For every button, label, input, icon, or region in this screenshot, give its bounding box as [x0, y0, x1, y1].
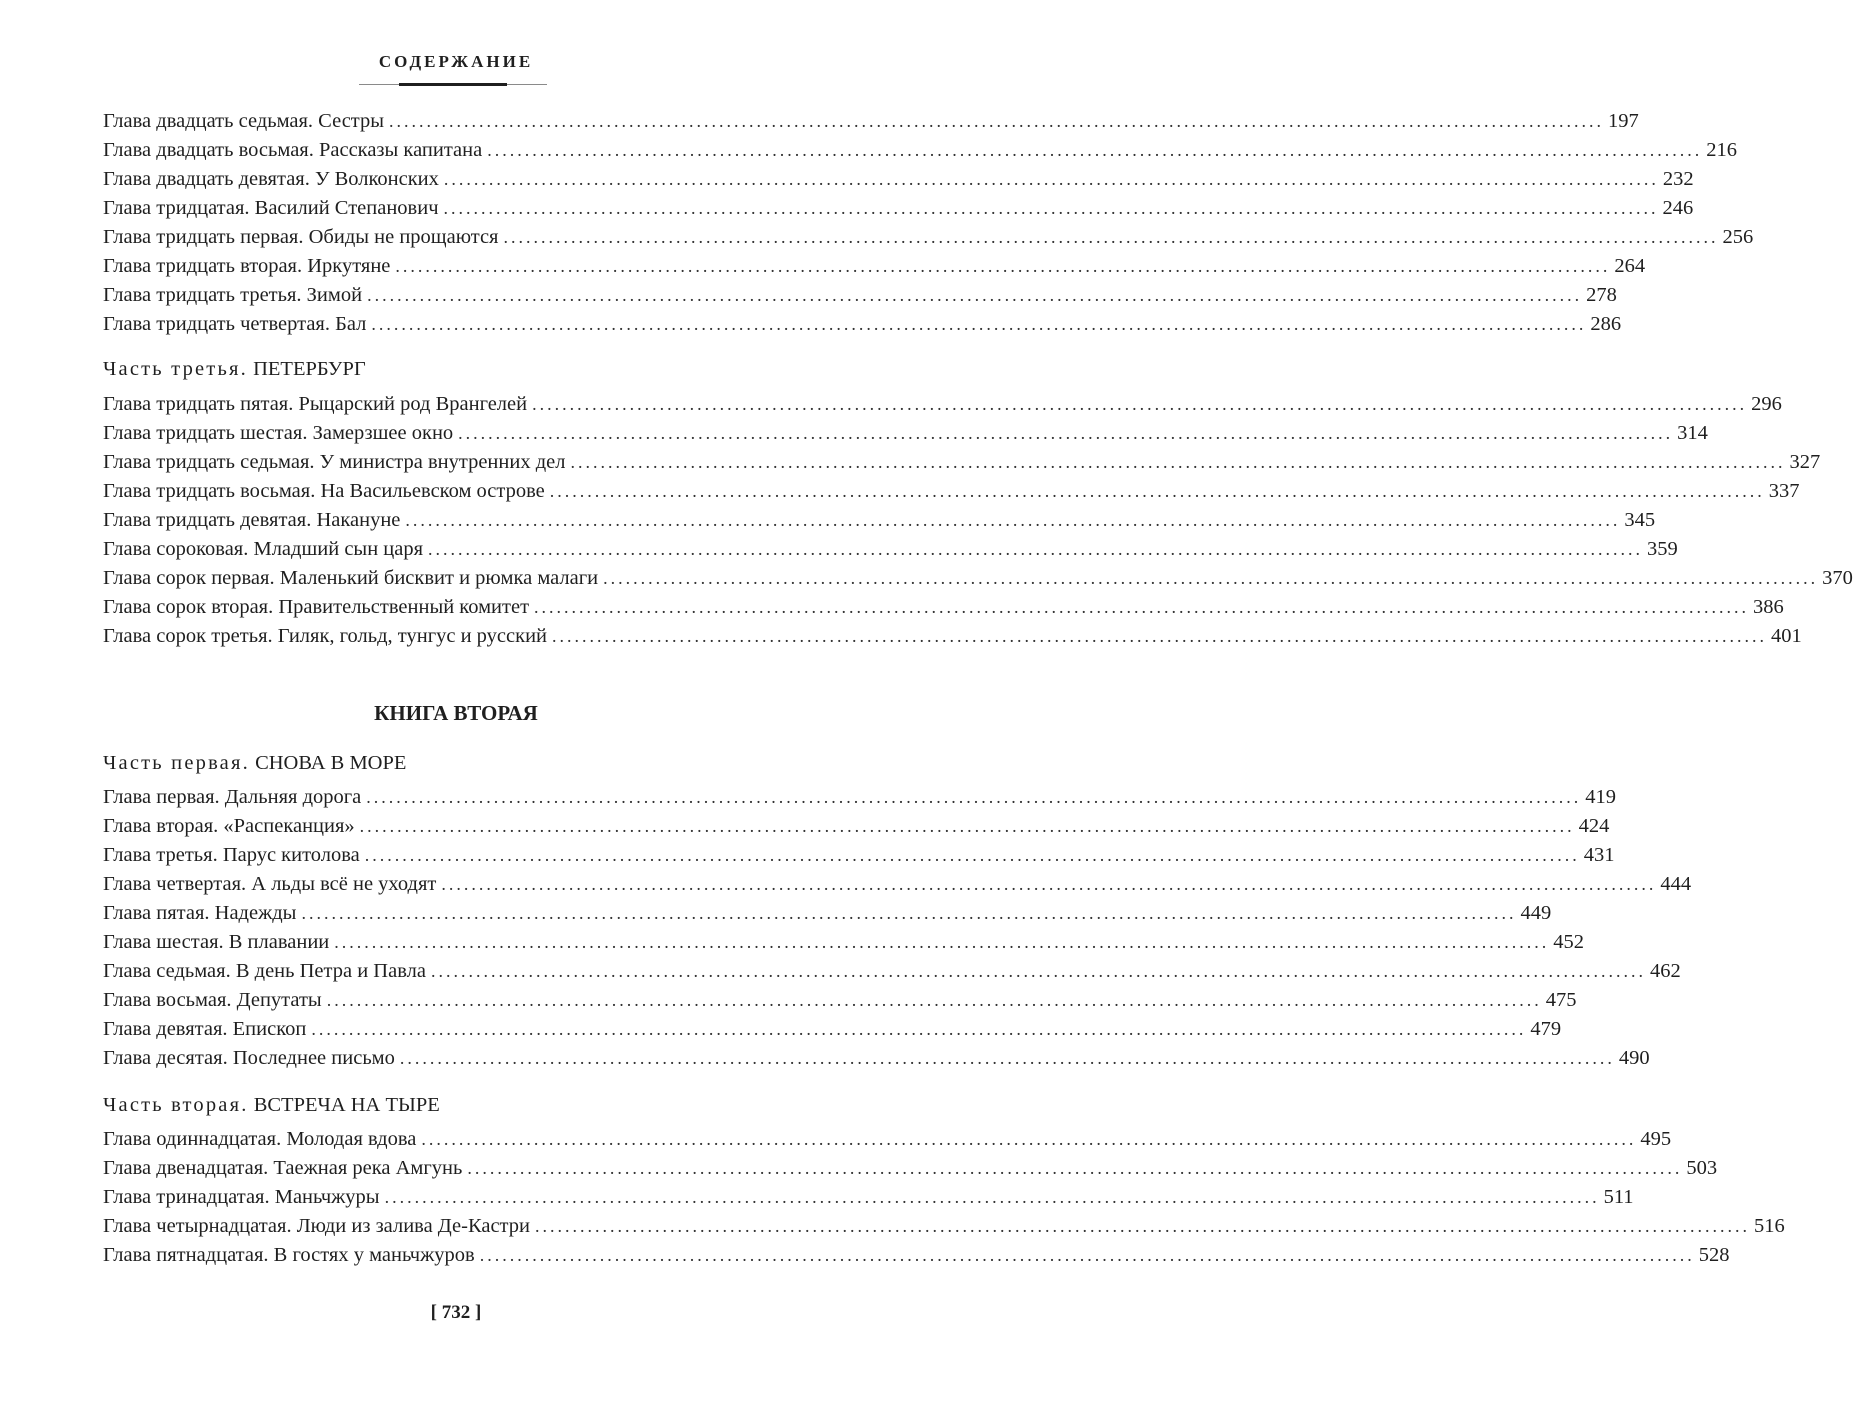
toc-entry: [103, 1018, 1562, 1047]
page-number: [ 732 ]: [430, 1302, 482, 1323]
toc-entry-title: Глава сорок вторая. Правительственный комитет: [103, 596, 530, 618]
toc-entry: [103, 815, 1610, 844]
toc-entry-title: Глава первая. Дальняя дорога: [103, 786, 362, 808]
toc-section-part-3: [103, 393, 1853, 654]
toc-entry: [103, 226, 1754, 255]
toc-entry-page: 337: [1768, 480, 1800, 502]
toc-entry-title: Глава четвертая. А льды всё не уходят: [103, 873, 437, 895]
toc-section-book-2-part-2: [103, 1128, 1785, 1273]
toc-entry-title: Глава тридцать шестая. Замерзшее окно: [103, 422, 454, 444]
toc-entry: [103, 451, 1821, 480]
toc-entry-page: 327: [1789, 451, 1821, 473]
toc-entry-title: Глава двадцать девятая. У Волконских: [103, 168, 439, 190]
toc-leader-dots: ..................................................................................................................................................................: [487, 140, 1703, 160]
toc-leader-dots: ..................................................................................................................................................................: [443, 169, 1659, 189]
toc-entry: [103, 393, 1782, 422]
toc-entry-title: Глава девятая. Епископ: [103, 1018, 307, 1040]
toc-entry-title: Глава тридцать четвертая. Бал: [103, 313, 367, 335]
toc-entry: [103, 313, 1622, 342]
toc-entry-title: Глава тридцать восьмая. На Васильевском острове: [103, 480, 545, 502]
toc-entry-title: Глава тридцать вторая. Иркутяне: [103, 255, 391, 277]
toc-entry: [103, 873, 1692, 902]
toc-entry-title: Глава двадцать восьмая. Рассказы капитана: [103, 139, 483, 161]
toc-entry: [103, 931, 1585, 960]
toc-entry-page: 452: [1553, 931, 1585, 953]
book-heading: КНИГА ВТОРАЯ: [374, 701, 538, 725]
toc-leader-dots: ..................................................................................................................................................................: [311, 1019, 1527, 1039]
toc-entry-title: Глава седьмая. В день Петра и Павла: [103, 960, 426, 982]
toc-entry-page: 286: [1590, 313, 1622, 335]
toc-entry: [103, 625, 1802, 654]
header-rule-accent: [399, 83, 507, 86]
toc-leader-dots: ..................................................................................................................................................................: [366, 787, 1582, 807]
toc-leader-dots: ..................................................................................................................................................................: [395, 256, 1611, 276]
toc-leader-dots: ..................................................................................................................................................................: [371, 314, 1587, 334]
toc-entry: [103, 422, 1708, 451]
toc-entry-page: 511: [1603, 1186, 1634, 1208]
toc-entry-title: Глава четырнадцатая. Люди из залива Де-Кастри: [103, 1215, 530, 1237]
toc-leader-dots: ..................................................................................................................................................................: [503, 227, 1719, 247]
toc-leader-dots: ..................................................................................................................................................................: [534, 597, 1750, 617]
toc-entry: [103, 844, 1615, 873]
toc-entry-page: 370: [1822, 567, 1853, 589]
toc-leader-dots: ..................................................................................................................................................................: [552, 626, 1768, 646]
toc-entry: [103, 1157, 1718, 1186]
toc-entry-title: Глава сорок первая. Маленький бисквит и рюмка малаги: [103, 567, 599, 589]
toc-entry: [103, 1186, 1634, 1215]
toc-entry-page: 314: [1677, 422, 1708, 444]
part-heading-3: [103, 358, 366, 381]
toc-entry-page: 424: [1578, 815, 1610, 837]
toc-leader-dots: ..................................................................................................................................................................: [549, 481, 1765, 501]
part-name: ВСТРЕЧА НА ТЫРЕ: [253, 1094, 440, 1116]
toc-entry: [103, 1128, 1672, 1157]
part-name: СНОВА В МОРЕ: [255, 752, 407, 774]
toc-leader-dots: ..................................................................................................................................................................: [389, 111, 1605, 131]
part-name: ПЕТЕРБУРГ: [253, 358, 366, 380]
toc-leader-dots: ..................................................................................................................................................................: [405, 510, 1621, 530]
part-label: Часть первая.: [103, 752, 250, 774]
toc-entry: [103, 110, 1639, 139]
page-header-title: СОДЕРЖАНИЕ: [378, 52, 534, 71]
toc-leader-dots: ..................................................................................................................................................................: [479, 1245, 1695, 1265]
part-heading-2: [103, 1094, 440, 1117]
toc-leader-dots: ..................................................................................................................................................................: [384, 1187, 1600, 1207]
toc-entry: [103, 1047, 1650, 1076]
toc-entry: [103, 989, 1577, 1018]
toc-entry-title: Глава пятнадцатая. В гостях у маньчжуров: [103, 1244, 475, 1266]
toc-entry: [103, 1244, 1730, 1273]
toc-entry-page: 197: [1608, 110, 1639, 132]
toc-entry-page: 246: [1662, 197, 1694, 219]
toc-entry: [103, 284, 1617, 313]
toc-entry: [103, 480, 1800, 509]
toc-entry-title: Глава шестая. В плавании: [103, 931, 330, 953]
toc-section-part-2-end: [103, 110, 1754, 342]
toc-entry-page: 216: [1706, 139, 1737, 161]
toc-entry: [103, 197, 1694, 226]
toc-entry: [103, 509, 1656, 538]
toc-entry-title: Глава тридцать девятая. Накануне: [103, 509, 401, 531]
toc-entry-page: 444: [1660, 873, 1692, 895]
toc-entry: [103, 902, 1552, 931]
toc-entry-page: 495: [1640, 1128, 1672, 1150]
toc-leader-dots: ..................................................................................................................................................................: [367, 285, 1583, 305]
toc-entry-page: 516: [1754, 1215, 1785, 1237]
toc-entry-title: Глава двадцать седьмая. Сестры: [103, 110, 385, 132]
toc-leader-dots: ..................................................................................................................................................................: [326, 990, 1542, 1010]
toc-entry-title: Глава сороковая. Младший сын царя: [103, 538, 424, 560]
toc-entry-page: 345: [1624, 509, 1656, 531]
toc-leader-dots: ..................................................................................................................................................................: [364, 845, 1580, 865]
part-heading-1: [103, 752, 406, 775]
toc-entry-page: 256: [1722, 226, 1754, 248]
toc-entry-page: 264: [1614, 255, 1646, 277]
toc-section-book-2-part-1: [103, 786, 1692, 1076]
toc-entry-title: Глава тридцатая. Василий Степанович: [103, 197, 439, 219]
toc-leader-dots: ..................................................................................................................................................................: [421, 1129, 1637, 1149]
toc-entry: [103, 538, 1678, 567]
toc-entry-title: Глава восьмая. Депутаты: [103, 989, 322, 1011]
toc-leader-dots: ..................................................................................................................................................................: [458, 423, 1674, 443]
toc-leader-dots: ..................................................................................................................................................................: [467, 1158, 1683, 1178]
toc-entry: [103, 567, 1853, 596]
toc-entry-page: 528: [1698, 1244, 1730, 1266]
toc-entry-page: 490: [1618, 1047, 1650, 1069]
toc-leader-dots: ..................................................................................................................................................................: [301, 903, 1517, 923]
part-label: Часть вторая.: [103, 1094, 249, 1116]
toc-entry-title: Глава сорок третья. Гиляк, гольд, тунгус и русский: [103, 625, 548, 647]
toc-entry-page: 475: [1545, 989, 1577, 1011]
toc-entry-page: 462: [1649, 960, 1681, 982]
toc-leader-dots: ..................................................................................................................................................................: [441, 874, 1657, 894]
toc-entry-page: 386: [1753, 596, 1784, 618]
toc-entry-page: 296: [1751, 393, 1782, 415]
toc-entry-title: Глава двенадцатая. Таежная река Амгунь: [103, 1157, 463, 1179]
toc-leader-dots: ..................................................................................................................................................................: [428, 539, 1644, 559]
toc-leader-dots: ..................................................................................................................................................................: [603, 568, 1819, 588]
toc-entry: [103, 139, 1737, 168]
toc-entry-page: 431: [1583, 844, 1615, 866]
toc-entry-title: Глава вторая. «Распеканция»: [103, 815, 355, 837]
toc-leader-dots: ..................................................................................................................................................................: [334, 932, 1550, 952]
toc-entry: [103, 1215, 1785, 1244]
toc-entry-title: Глава тридцать третья. Зимой: [103, 284, 363, 306]
toc-entry-title: Глава третья. Парус китолова: [103, 844, 360, 866]
toc-leader-dots: ..................................................................................................................................................................: [443, 198, 1659, 218]
toc-entry: [103, 168, 1694, 197]
toc-entry-page: 359: [1647, 538, 1678, 560]
toc-entry-title: Глава тридцать пятая. Рыцарский род Врангелей: [103, 393, 528, 415]
toc-entry-page: 401: [1771, 625, 1802, 647]
toc-entry: [103, 960, 1681, 989]
toc-entry-page: 232: [1662, 168, 1694, 190]
toc-entry-title: Глава десятая. Последнее письмо: [103, 1047, 395, 1069]
toc-entry-page: 278: [1586, 284, 1617, 306]
toc-entry-page: 449: [1520, 902, 1552, 924]
toc-leader-dots: ..................................................................................................................................................................: [535, 1216, 1750, 1236]
toc-entry-title: Глава тридцать седьмая. У министра внутренних дел: [103, 451, 566, 473]
toc-entry-title: Глава тринадцатая. Маньчжуры: [103, 1186, 380, 1208]
toc-entry-title: Глава пятая. Надежды: [103, 902, 297, 924]
toc-leader-dots: ..................................................................................................................................................................: [359, 816, 1575, 836]
toc-leader-dots: ..................................................................................................................................................................: [532, 394, 1748, 414]
toc-entry-title: Глава тридцать первая. Обиды не прощаются: [103, 226, 499, 248]
toc-entry: [103, 596, 1784, 625]
part-label: Часть третья.: [103, 358, 248, 380]
toc-entry-page: 479: [1530, 1018, 1562, 1040]
toc-entry: [103, 786, 1617, 815]
toc-leader-dots: ..................................................................................................................................................................: [399, 1048, 1615, 1068]
toc-entry: [103, 255, 1646, 284]
toc-leader-dots: ..................................................................................................................................................................: [430, 961, 1646, 981]
toc-leader-dots: ..................................................................................................................................................................: [570, 452, 1786, 472]
toc-entry-page: 419: [1585, 786, 1617, 808]
toc-entry-title: Глава одиннадцатая. Молодая вдова: [103, 1128, 417, 1150]
toc-entry-page: 503: [1686, 1157, 1718, 1179]
